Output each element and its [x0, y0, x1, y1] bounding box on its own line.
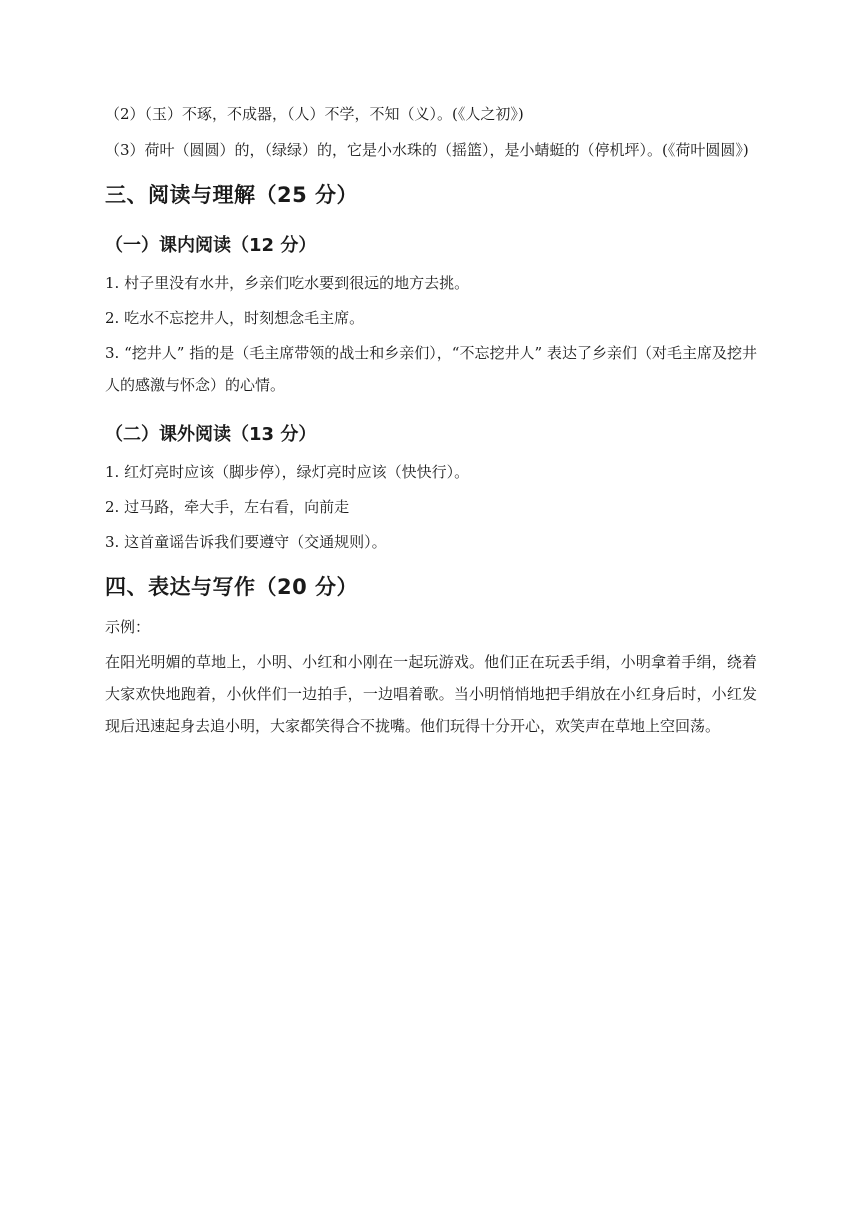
section4-heading: 四、表达与写作（20 分） — [105, 575, 359, 599]
section3-part1-heading: （一）课内阅读（12 分） — [105, 235, 317, 256]
example-essay: 在阳光明媚的草地上，小明、小红和小刚在一起玩游戏。他们正在玩丢手绢，小明拿着手绢，绕着大家欢快地跑着，小伙伴们一边拍手，一边唱着歌。当小明悄悄地把手绢放在小红身后时，小红发现后迅速起身去追小明，大家都笑得合不拢嘴。他们玩得十分开心，欢笑声在草地上空回荡。 — [105, 653, 757, 735]
part1-answer-3: 3. “挖井人” 指的是（毛主席带领的战士和乡亲们），“不忘挖井人” 表达了乡亲们（对毛主席及挖井人的感激与怀念）的心情。 — [105, 344, 757, 394]
part2-answer-3: 3. 这首童谣告诉我们要遵守（交通规则）。 — [105, 533, 387, 551]
section3-part2-heading: （二）课外阅读（13 分） — [105, 424, 317, 445]
poem-answer-3: （3）荷叶（圆圆）的，（绿绿）的，它是小水珠的（摇篮），是小蜻蜓的（停机坪）。(《荷叶圆圆》) — [105, 141, 749, 159]
example-label: 示例： — [105, 618, 151, 636]
part2-answer-1: 1. 红灯亮时应该（脚步停），绿灯亮时应该（快快行）。 — [105, 463, 470, 481]
answer-page — [105, 98, 757, 742]
part1-answer-2: 2. 吃水不忘挖井人，时刻想念毛主席。 — [105, 309, 365, 327]
poem-answer-2: （2）（玉）不琢，不成器，（人）不学，不知（义）。(《人之初》) — [105, 105, 524, 123]
part1-answer-1: 1. 村子里没有水井，乡亲们吃水要到很远的地方去挑。 — [105, 274, 470, 292]
section3-heading: 三、阅读与理解（25 分） — [105, 183, 359, 207]
part2-answer-2: 2. 过马路，牵大手，左右看，向前走 — [105, 498, 350, 516]
